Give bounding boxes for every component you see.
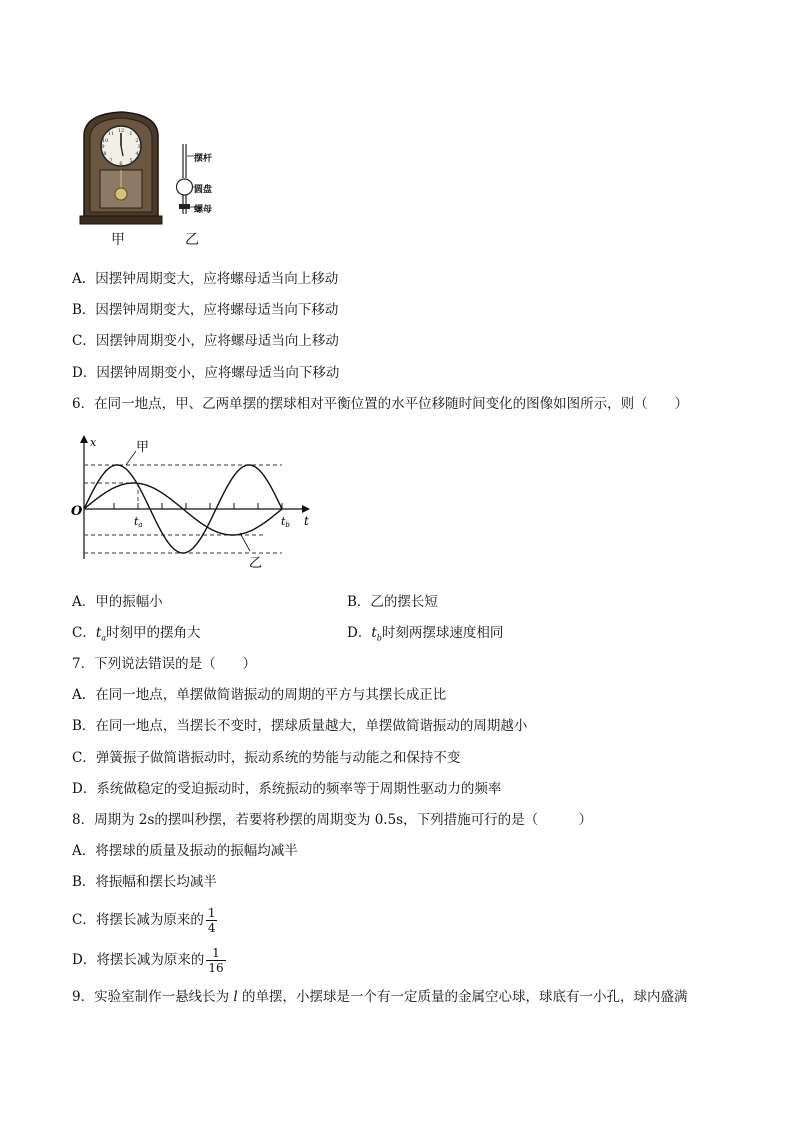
- q8-option-b: B．将振幅和摆长均减半: [72, 874, 217, 890]
- svg-text:11: 11: [107, 131, 115, 137]
- fraction-one-quarter: $\frac{1}{4}$: [207, 906, 216, 935]
- q6-option-b: B．乙的摆长短: [347, 594, 438, 610]
- q9-stem: 9．实验室制作一悬线长为 l 的单摆，小摆球是一个有一定质量的金属空心球，球底有一小孔，球内盛满: [72, 989, 688, 1005]
- q8-option-a: A．将摆球的质量及振动的振幅均减半: [72, 843, 298, 859]
- tb-label: tb: [281, 515, 290, 529]
- axis-x-label: x: [90, 436, 97, 449]
- label-disc: 圆盘: [194, 185, 213, 195]
- figure-caption-jia: 甲: [111, 232, 125, 248]
- q5-option-c: C．因摆钟周期变小，应将螺母适当向上移动: [72, 333, 339, 349]
- svg-text:7: 7: [109, 158, 113, 164]
- q6-option-d: D．$t_b$时刻两摆球速度相同: [347, 625, 504, 643]
- svg-text:12: 12: [117, 128, 125, 134]
- q8-option-c: C．将摆长减为原来的 $\frac{1}{4}$: [72, 906, 216, 935]
- svg-text:1: 1: [129, 131, 133, 137]
- q8-stem: 8．周期为 2s的摆叫秒摆，若要将秒摆的周期变为 0.5s，下列措施可行的是（ ）: [72, 812, 593, 828]
- fraction-one-sixteenth: $\frac{1}{16}$: [208, 946, 224, 975]
- svg-text:10: 10: [101, 138, 109, 144]
- ta-label: ta: [134, 515, 143, 529]
- q7-option-a: A．在同一地点，单摆做简谐振动的周期的平方与其摆长成正比: [72, 687, 447, 703]
- axis-t-label: t: [304, 514, 309, 528]
- figure-caption-yi: 乙: [185, 232, 199, 248]
- q5-option-b: B．因摆钟周期变大，应将螺母适当向下移动: [72, 302, 339, 318]
- pendulum-clock-figure: [76, 108, 166, 228]
- q8-option-d: D．将摆长减为原来的 $\frac{1}{16}$: [72, 946, 224, 975]
- q6-option-c: C．$t_a$时刻甲的摆角大: [72, 625, 201, 643]
- svg-text:6: 6: [119, 161, 123, 167]
- svg-text:5: 5: [129, 158, 133, 164]
- q6-option-a: A．甲的振幅小: [72, 594, 163, 610]
- q7-stem: 7．下列说法错误的是（ ）: [72, 656, 257, 672]
- q6-stem: 6．在同一地点，甲、乙两单摆的摆球相对平衡位置的水平位移随时间变化的图像如图所示，则（ ）: [72, 396, 689, 412]
- q5-option-a: A．因摆钟周期变大，应将螺母适当向上移动: [72, 271, 339, 287]
- curve-yi-label: 乙: [249, 556, 263, 571]
- label-nut: 螺母: [194, 205, 213, 215]
- label-rod: 摆杆: [194, 154, 213, 164]
- svg-text:3: 3: [137, 144, 141, 150]
- origin-label: O: [71, 504, 83, 519]
- q7-option-d: D．系统做稳定的受迫振动时，系统振动的频率等于周期性驱动力的频率: [72, 781, 502, 797]
- svg-text:4: 4: [135, 151, 139, 157]
- q7-option-b: B．在同一地点，当摆长不变时，摆球质量越大，单摆做简谐振动的周期越小: [72, 718, 528, 734]
- oscillation-graph: [70, 433, 320, 573]
- svg-text:2: 2: [135, 138, 139, 144]
- curve-jia-label: 甲: [136, 440, 150, 455]
- svg-text:9: 9: [101, 144, 105, 150]
- q5-option-d: D．因摆钟周期变小，应将螺母适当向下移动: [72, 365, 340, 381]
- q7-option-c: C．弹簧振子做简谐振动时，振动系统的势能与动能之和保持不变: [72, 750, 461, 766]
- svg-text:8: 8: [103, 151, 107, 157]
